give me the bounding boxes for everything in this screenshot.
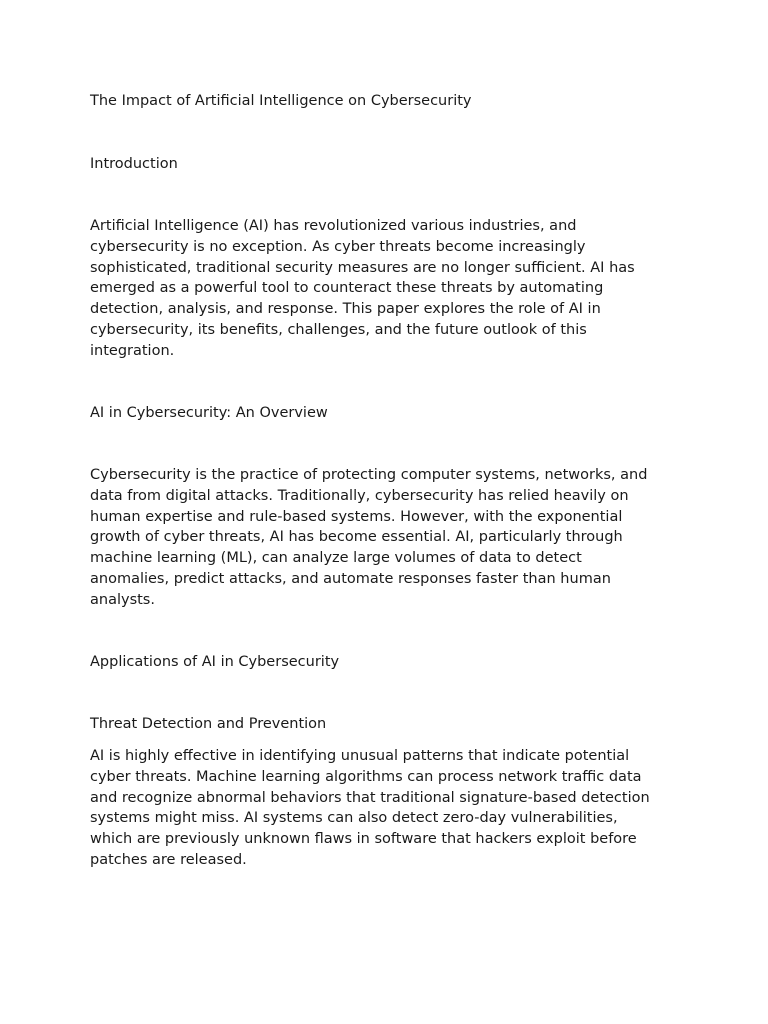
paragraph-line: and recognize abnormal behaviors that traditional signature-based detection xyxy=(90,789,650,806)
paragraph-line: Artificial Intelligence (AI) has revolutionized various industries, and xyxy=(90,218,577,234)
document-title: The Impact of Artificial Intelligence on Cybersecurity xyxy=(90,93,472,109)
paragraph-line: cybersecurity, its benefits, challenges, and the future outlook of this xyxy=(90,321,587,338)
paragraph-line: sophisticated, traditional security measures are no longer sufficient. AI has xyxy=(90,259,635,276)
section-heading-overview: AI in Cybersecurity: An Overview xyxy=(90,405,328,421)
paragraph-line: systems might miss. AI systems can also detect zero-day vulnerabilities, xyxy=(90,810,618,827)
overview-paragraph xyxy=(90,465,690,611)
paragraph-line: cybersecurity is no exception. As cyber threats become increasingly xyxy=(90,238,586,255)
paragraph-line: growth of cyber threats, AI has become essential. AI, particularly through xyxy=(90,529,623,546)
paragraph-line: Cybersecurity is the practice of protecting computer systems, networks, and xyxy=(90,467,648,483)
paragraph-line: AI is highly effective in identifying unusual patterns that indicate potential xyxy=(90,748,630,764)
paragraph-line: integration. xyxy=(90,342,175,359)
threat-detection-paragraph xyxy=(90,746,690,871)
paragraph-line: which are previously unknown flaws in software that hackers exploit before xyxy=(90,831,637,848)
paragraph-line: anomalies, predict attacks, and automate responses faster than human xyxy=(90,570,611,587)
paragraph-line: cyber threats. Machine learning algorithms can process network traffic data xyxy=(90,768,642,785)
paragraph-line: detection, analysis, and response. This paper explores the role of AI in xyxy=(90,301,601,318)
paragraph-line: analysts. xyxy=(90,591,155,608)
paragraph-line: human expertise and rule-based systems. However, with the exponential xyxy=(90,508,623,525)
paragraph-line: machine learning (ML), can analyze large volumes of data to detect xyxy=(90,550,582,567)
paragraph-line: emerged as a powerful tool to counteract these threats by automating xyxy=(90,280,604,297)
paragraph-line: data from digital attacks. Traditionally, cybersecurity has relied heavily on xyxy=(90,487,629,504)
paragraph-line: patches are released. xyxy=(90,851,247,868)
section-heading-applications: Applications of AI in Cybersecurity xyxy=(90,654,340,670)
introduction-paragraph xyxy=(90,216,690,362)
subsection-heading-threat-detection: Threat Detection and Prevention xyxy=(90,716,327,732)
section-heading-introduction: Introduction xyxy=(90,156,178,172)
